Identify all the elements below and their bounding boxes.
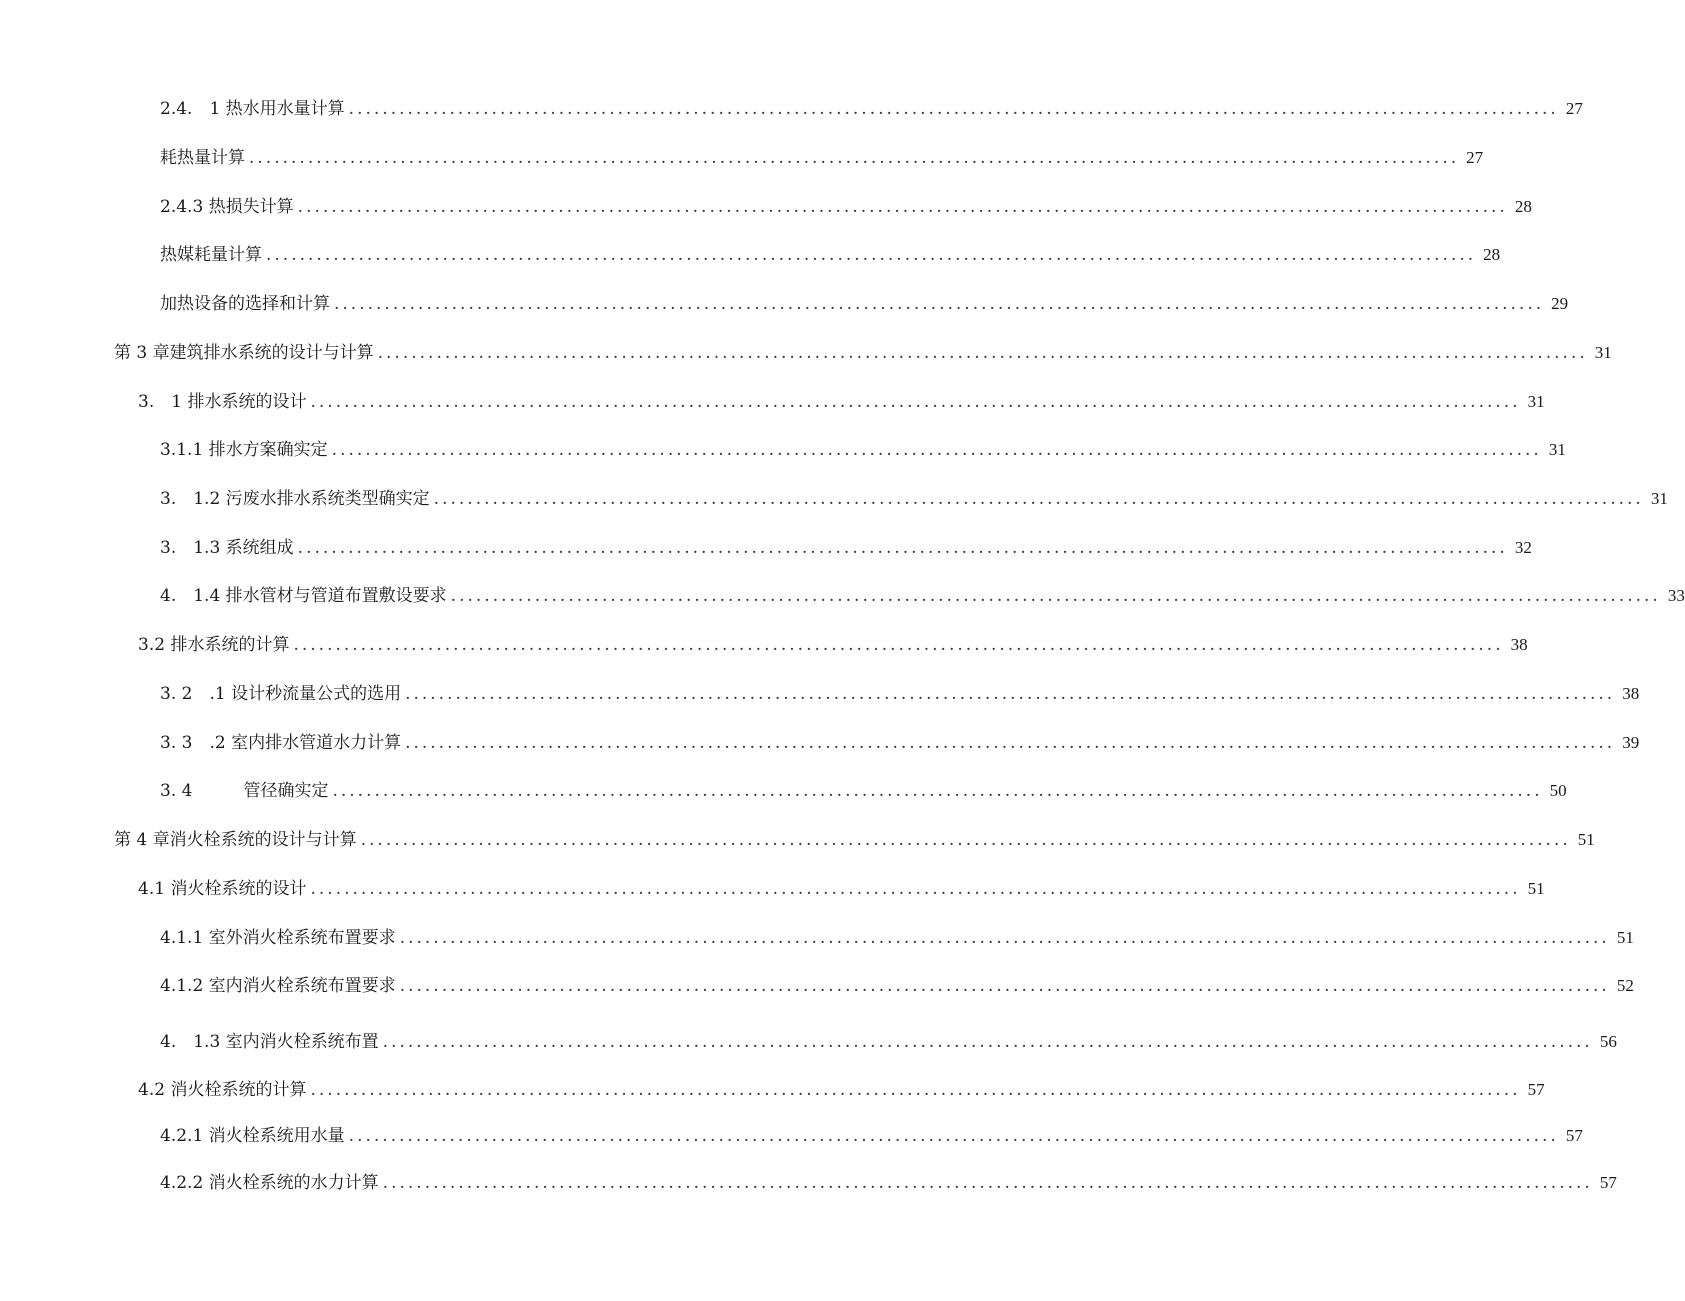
toc-dot-leader: ................................................................................................................................................	[405, 733, 1616, 753]
toc-entry[interactable]	[160, 776, 1567, 802]
toc-page-number: 57	[1599, 1173, 1617, 1192]
toc-entry[interactable]	[138, 630, 1528, 656]
toc-dot-leader: ................................................................................................................................................	[249, 148, 1460, 168]
toc-entry-label: 3. 4 管径确实定	[160, 781, 329, 801]
toc-dot-leader: ................................................................................................................................................	[331, 440, 1542, 460]
toc-entry[interactable]	[114, 825, 1595, 851]
toc-page-number: 38	[1510, 635, 1528, 654]
toc-page-number: 27	[1466, 148, 1484, 167]
toc-entry[interactable]	[160, 923, 1634, 949]
toc-dot-leader: ................................................................................................................................................	[399, 976, 1610, 996]
toc-page-number: 32	[1514, 538, 1532, 557]
toc-entry[interactable]	[138, 387, 1545, 413]
toc-entry[interactable]	[160, 435, 1566, 461]
toc-entry-label: 3. 3 .2 室内排水管道水力计算	[160, 733, 402, 753]
toc-page-number: 31	[1650, 489, 1668, 508]
toc-entry-label: 3.2 排水系统的计算	[138, 635, 290, 655]
toc-entry-label: 3. 1.3 系统组成	[160, 538, 294, 558]
toc-dot-leader: ................................................................................................................................................	[310, 392, 1521, 412]
toc-dot-leader: ................................................................................................................................................	[310, 1080, 1521, 1100]
toc-entry-label: 3.1.1 排水方案确实定	[160, 440, 328, 460]
toc-page-number: 29	[1551, 294, 1569, 313]
toc-dot-leader: ................................................................................................................................................	[377, 343, 1588, 363]
toc-dot-leader: ................................................................................................................................................	[297, 538, 1508, 558]
toc-page-number: 28	[1514, 197, 1532, 216]
toc-dot-leader: ................................................................................................................................................	[348, 1126, 1559, 1146]
toc-entry-label: 3. 2 .1 设计秒流量公式的选用	[160, 684, 402, 704]
toc-dot-leader: ................................................................................................................................................	[293, 635, 1504, 655]
toc-dot-leader: ................................................................................................................................................	[334, 294, 1545, 314]
toc-dot-leader: ................................................................................................................................................	[266, 245, 1477, 265]
toc-entry[interactable]	[160, 143, 1484, 169]
toc-dot-leader: ................................................................................................................................................	[360, 830, 1571, 850]
toc-entry-label: 3. 1 排水系统的设计	[138, 392, 307, 412]
toc-entry[interactable]	[160, 533, 1532, 559]
toc-entry-label: 4.1.2 室内消火栓系统布置要求	[160, 976, 396, 996]
toc-dot-leader: ................................................................................................................................................	[382, 1032, 1593, 1052]
toc-entry-label: 4. 1.4 排水管材与管道布置敷设要求	[160, 586, 447, 606]
toc-entry[interactable]	[160, 1121, 1583, 1147]
toc-entry-label: 4.2.2 消火栓系统的水力计算	[160, 1173, 379, 1193]
toc-dot-leader: ................................................................................................................................................	[450, 586, 1661, 606]
toc-dot-leader: ................................................................................................................................................	[433, 489, 1644, 509]
toc-page-number: 31	[1527, 392, 1545, 411]
toc-entry-label: 4.2.1 消火栓系统用水量	[160, 1126, 345, 1146]
toc-page-number: 51	[1527, 879, 1545, 898]
toc-dot-leader: ................................................................................................................................................	[405, 684, 1616, 704]
toc-entry[interactable]	[138, 874, 1545, 900]
toc-entry[interactable]	[160, 728, 1640, 754]
toc-page-number: 57	[1527, 1080, 1545, 1099]
toc-entry[interactable]	[160, 971, 1634, 997]
toc-page-number: 38	[1622, 684, 1640, 703]
toc-entry-label: 2.4.3 热损失计算	[160, 197, 294, 217]
toc-entry[interactable]	[160, 484, 1668, 510]
toc-page-number: 56	[1599, 1032, 1617, 1051]
toc-entry[interactable]	[160, 581, 1685, 607]
toc-dot-leader: ................................................................................................................................................	[297, 197, 1508, 217]
toc-page-number: 51	[1616, 928, 1634, 947]
toc-entry[interactable]	[160, 1027, 1617, 1053]
toc-entry[interactable]	[160, 289, 1569, 315]
toc-entry-label: 4.2 消火栓系统的计算	[138, 1080, 307, 1100]
toc-page-number: 39	[1622, 733, 1640, 752]
toc-entry[interactable]	[160, 94, 1583, 120]
toc-page-number: 28	[1483, 245, 1501, 264]
toc-entry-label: 热媒耗量计算	[160, 245, 262, 265]
toc-entry[interactable]	[160, 240, 1501, 266]
toc-page-number: 50	[1549, 781, 1567, 800]
toc-entry-label: 4.1 消火栓系统的设计	[138, 879, 307, 899]
toc-dot-leader: ................................................................................................................................................	[310, 879, 1521, 899]
toc-entry[interactable]	[138, 1075, 1545, 1101]
toc-entry[interactable]	[160, 679, 1640, 705]
toc-entry[interactable]	[114, 338, 1612, 364]
toc-page-number: 57	[1565, 1126, 1583, 1145]
toc-entry-label: 耗热量计算	[160, 148, 245, 168]
toc-entry[interactable]	[160, 1168, 1617, 1194]
toc-page-number: 31	[1548, 440, 1566, 459]
toc-dot-leader: ................................................................................................................................................	[382, 1173, 1593, 1193]
toc-entry-label: 第 4 章消火栓系统的设计与计算	[114, 830, 357, 850]
toc-entry-label: 2.4. 1 热水用水量计算	[160, 99, 345, 119]
toc-entry-label: 3. 1.2 污废水排水系统类型确实定	[160, 489, 430, 509]
toc-page-number: 52	[1616, 976, 1634, 995]
toc-entry-label: 4. 1.3 室内消火栓系统布置	[160, 1032, 379, 1052]
toc-entry[interactable]	[160, 192, 1532, 218]
toc-entry-label: 加热设备的选择和计算	[160, 294, 330, 314]
toc-entry-label: 4.1.1 室外消火栓系统布置要求	[160, 928, 396, 948]
toc-entry-label: 第 3 章建筑排水系统的设计与计算	[114, 343, 374, 363]
toc-page-number: 33	[1667, 586, 1685, 605]
toc-page-number: 27	[1565, 99, 1583, 118]
toc-page-number: 31	[1594, 343, 1612, 362]
toc-page-number: 51	[1577, 830, 1595, 849]
toc-dot-leader: ................................................................................................................................................	[332, 781, 1543, 801]
toc-dot-leader: ................................................................................................................................................	[399, 928, 1610, 948]
toc-dot-leader: ................................................................................................................................................	[348, 99, 1559, 119]
